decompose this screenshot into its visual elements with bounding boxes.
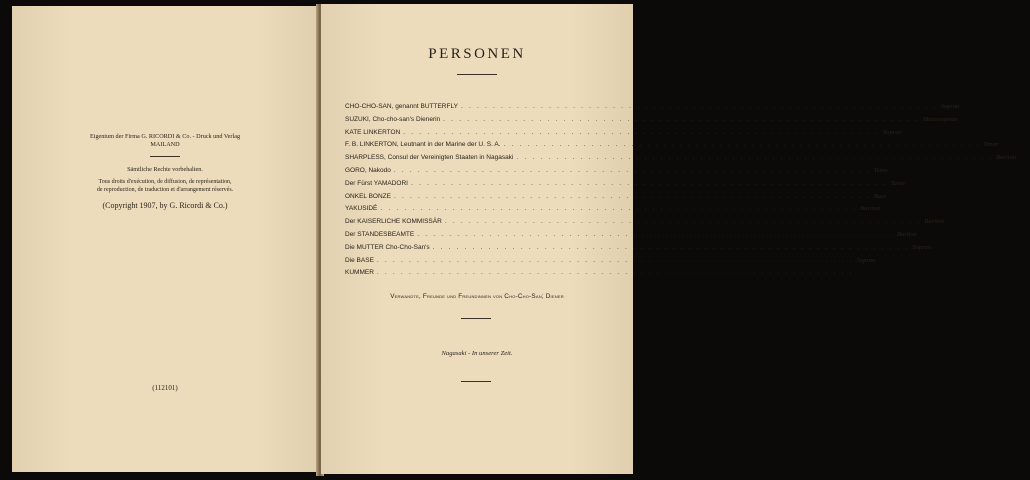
leader-dots: . . . . . . . . . . . . . . . . . . . . . . . . . . . . . . . . . . . . . . . . . . . . . . . . . . . . . . . . . . . . [443, 115, 920, 123]
cast-name: Der STANDESBEAMTE [345, 230, 415, 238]
cast-voice: Bariton [924, 218, 945, 226]
cast-name: F. B. LINKERTON, Leutnant in der Marine der U. S. A. [345, 141, 501, 149]
cast-name: KUMMER [345, 269, 374, 277]
copyright-notice: (Copyright 1907, by G. Ricordi & Co.) [102, 201, 228, 210]
left-page [12, 6, 318, 472]
leader-dots: . . . . . . . . . . . . . . . . . . . . . . . . . . . . . . . . . . . . . . . . . . . . . . . . . . . . . . . . . . . . [376, 269, 854, 277]
cast-row [345, 243, 932, 257]
chorus-line: Verwandte, Freunde und Freundinnen von Cho-Cho-San; Diener [390, 293, 564, 300]
cast-voice: Sopran [882, 128, 902, 136]
cast-name: CHO-CHO-SAN, genannt BUTTERFLY [345, 103, 458, 110]
rights-reserved-fr [12, 178, 318, 194]
cast-name: KATE LINKERTON [345, 128, 401, 136]
page-title: PERSONEN [428, 46, 526, 62]
rights-reserved-de: Sämtliche Rechte vorbehalten. [127, 166, 203, 173]
cast-name: Der KAISERLICHE KOMMISSÄR [345, 218, 442, 226]
cast-row [345, 269, 854, 282]
cast-row [345, 166, 889, 180]
setting-line: Nagasaki - In unserer Zeit. [441, 350, 513, 357]
cast-name: Die BASE [345, 256, 374, 264]
cast-voice: Tenor [873, 166, 889, 174]
cast-row [345, 103, 960, 116]
leader-dots: . . . . . . . . . . . . . . . . . . . . . . . . . . . . . . . . . . . . . . . . . . . . . . . . . . . . . . . . . . . . [460, 103, 938, 110]
cast-name: GORO, Nakodo [345, 166, 391, 174]
cast-row [345, 205, 880, 218]
leader-dots: . . . . . . . . . . . . . . . . . . . . . . . . . . . . . . . . . . . . . . . . . . . . . . . . . . . . . . . . . . . . [376, 256, 854, 264]
cast-name: YAKUSIDÉ [345, 205, 378, 213]
publisher-imprint [12, 133, 318, 149]
leader-dots: . . . . . . . . . . . . . . . . . . . . . . . . . . . . . . . . . . . . . . . . . . . . . . . . . . . . . . . . . . . . [432, 243, 910, 251]
cast-name: ONKEL BONZE [345, 192, 391, 200]
cast-row [345, 128, 902, 142]
divider-rule [150, 156, 180, 157]
cast-row [345, 256, 876, 270]
publisher-line-1: Eigentum der Firma G. RICORDI & Co. - Druck und Verlag [89, 133, 241, 140]
cast-voice: Sopran [856, 256, 876, 264]
cast-voice: Bariton [996, 154, 1016, 162]
cast-name: SHARPLESS, Consul der Vereinigten Staaten in Nagasaki [345, 154, 514, 162]
cast-name: Die MUTTER Cho-Cho-San's [345, 243, 430, 251]
cast-row [345, 141, 999, 154]
leader-dots: . . . . . . . . . . . . . . . . . . . . . . . . . . . . . . . . . . . . . . . . . . . . . . . . . . . . . . . . . . . . [394, 192, 871, 200]
leader-dots: . . . . . . . . . . . . . . . . . . . . . . . . . . . . . . . . . . . . . . . . . . . . . . . . . . . . . . . . . . . . [444, 218, 922, 226]
cast-row [345, 154, 1016, 167]
cast-voice: Sopran [940, 103, 960, 110]
cast-name: SUZUKI, Cho-cho-san's Dienerin [345, 115, 441, 123]
cast-voice: Sopran [912, 243, 932, 251]
leader-dots: . . . . . . . . . . . . . . . . . . . . . . . . . . . . . . . . . . . . . . . . . . . . . . . . . . . . . . . . . . . . [403, 128, 880, 136]
cast-voice: Bass [873, 192, 886, 200]
cast-row [345, 115, 958, 129]
cast-voice: Bariton [860, 205, 880, 213]
leader-dots: . . . . . . . . . . . . . . . . . . . . . . . . . . . . . . . . . . . . . . . . . . . . . . . . . . . . . . . . . . . . [516, 154, 994, 162]
publisher-line-2: MAILAND [150, 141, 180, 148]
cast-row [345, 192, 886, 206]
leader-dots: . . . . . . . . . . . . . . . . . . . . . . . . . . . . . . . . . . . . . . . . . . . . . . . . . . . . . . . . . . . . [393, 166, 871, 174]
plate-number: (112101) [152, 384, 178, 392]
cast-voice: Bariton [896, 230, 917, 238]
leader-dots: . . . . . . . . . . . . . . . . . . . . . . . . . . . . . . . . . . . . . . . . . . . . . . . . . . . . . . . . . . . . [503, 141, 981, 149]
divider-rule [461, 381, 491, 382]
cast-voice: Tenor [890, 179, 906, 187]
right-page [321, 4, 1016, 474]
cast-name: Der Fürst YAMADORI [345, 179, 408, 187]
leader-dots: . . . . . . . . . . . . . . . . . . . . . . . . . . . . . . . . . . . . . . . . . . . . . . . . . . . . . . . . . . . . [410, 179, 888, 187]
cast-list [345, 103, 1016, 282]
leader-dots: . . . . . . . . . . . . . . . . . . . . . . . . . . . . . . . . . . . . . . . . . . . . . . . . . . . . . . . . . . . . [417, 230, 894, 238]
rights-fr-line-2: de reproduction, de traduction et d'arrangement réservés. [96, 187, 234, 194]
rights-fr-line-1: Tous droits d'exécution, de diffusion, de représentation, [98, 179, 232, 185]
cast-row [345, 230, 917, 244]
cast-row [345, 179, 906, 193]
cast-row [345, 218, 945, 231]
cast-voice: Mezzosopran [922, 115, 958, 123]
leader-dots: . . . . . . . . . . . . . . . . . . . . . . . . . . . . . . . . . . . . . . . . . . . . . . . . . . . . . . . . . . . . [380, 205, 858, 213]
title-rule [457, 74, 497, 75]
cast-voice: Tenor [983, 141, 999, 149]
divider-rule [461, 318, 491, 319]
